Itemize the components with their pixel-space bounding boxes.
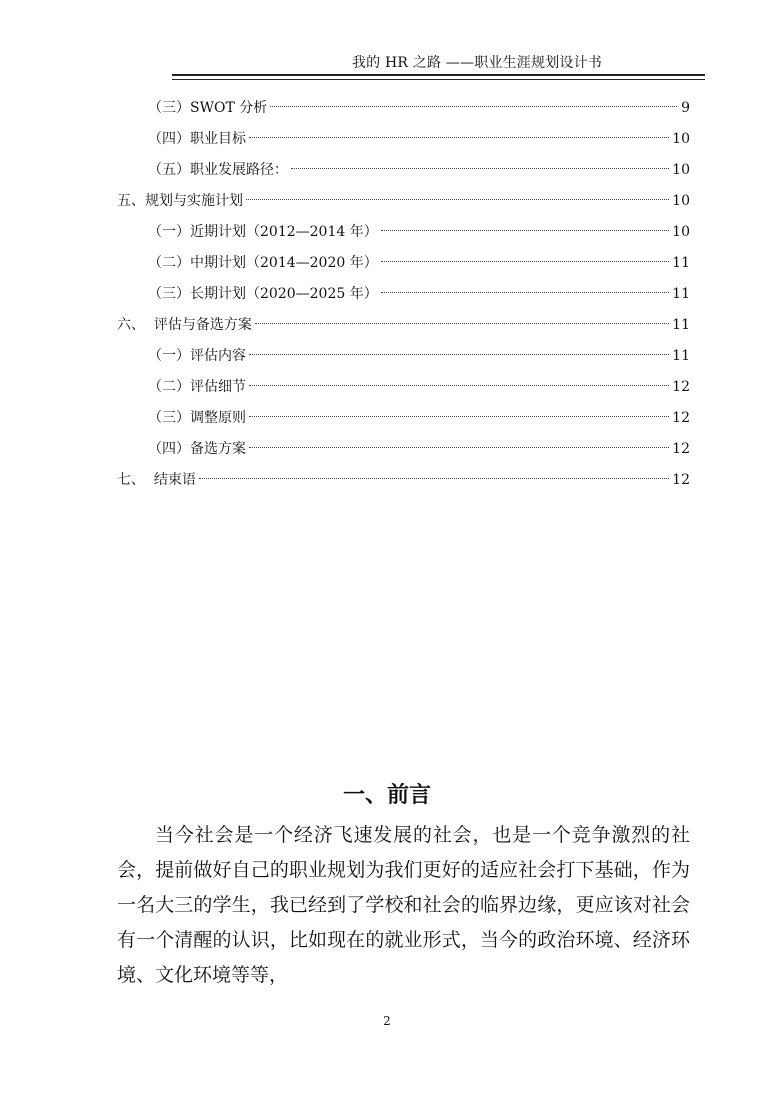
toc-leader-dots <box>249 354 669 355</box>
toc-entry-text: （一）近期计划（2012—2014 年） <box>148 224 378 240</box>
toc-entry[interactable] <box>148 98 690 118</box>
toc-entry-text: （二）评估细节 <box>148 379 246 395</box>
toc-entry[interactable] <box>117 470 690 490</box>
toc-leader-dots <box>249 137 669 138</box>
toc-entry-text: 六、 评估与备选方案 <box>117 317 252 333</box>
toc-entry-page: 12 <box>672 472 690 488</box>
toc-entry[interactable] <box>117 191 690 211</box>
toc-entry-page: 10 <box>672 131 690 147</box>
toc-leader-dots <box>249 385 669 386</box>
toc-entry-page: 11 <box>672 255 690 271</box>
toc-entry-text: （三）长期计划（2020—2025 年） <box>148 286 378 302</box>
header-rule-thin <box>172 79 705 80</box>
toc-entry-page: 10 <box>672 162 690 178</box>
body-paragraph: 当今社会是一个经济飞速发展的社会，也是一个竞争激烈的社会，提前做好自己的职业规划为我们更好的适应社会打下基础，作为一名大三的学生，我已经到了学校和社会的临界边缘，更应该对社会有一个清醒的认识，比如现在的就业形式，当今的政治环境、经济环境、文化环境等等， <box>117 824 690 986</box>
toc-leader-dots <box>291 168 669 169</box>
toc-leader-dots <box>381 230 669 231</box>
section-heading: 一、前言 <box>342 783 431 808</box>
toc-entry[interactable] <box>117 315 690 335</box>
toc-entry-page: 10 <box>672 224 690 240</box>
toc-entry-page: 12 <box>672 379 690 395</box>
toc-leader-dots <box>381 261 669 262</box>
toc-leader-dots <box>249 447 669 448</box>
toc-entry[interactable] <box>148 160 690 180</box>
toc-entry-page: 9 <box>681 100 690 116</box>
toc-entry-text: （四）职业目标 <box>148 131 246 147</box>
toc-entry-text: （一）评估内容 <box>148 348 246 364</box>
page-number: 2 <box>383 1014 391 1028</box>
toc-leader-dots <box>381 292 669 293</box>
toc-entry-text: （二）中期计划（2014—2020 年） <box>148 255 378 271</box>
toc-entry[interactable] <box>148 346 690 366</box>
toc-leader-dots <box>270 106 677 107</box>
toc-entry-text: 五、规划与实施计划 <box>117 193 243 209</box>
toc-entry[interactable] <box>148 284 690 304</box>
page-header <box>172 46 705 86</box>
toc-entry-text: （三）调整原则 <box>148 410 246 426</box>
toc-entry[interactable] <box>148 129 690 149</box>
toc-entry-page: 11 <box>672 317 690 333</box>
body-text <box>117 818 690 993</box>
header-title: 我的 HR 之路 ——职业生涯规划设计书 <box>351 55 602 71</box>
toc-entry-page: 12 <box>672 441 690 457</box>
toc-leader-dots <box>246 199 669 200</box>
toc-entry-page: 11 <box>672 348 690 364</box>
toc-entry-text: 七、 结束语 <box>117 472 196 488</box>
toc-entry[interactable] <box>148 439 690 459</box>
toc-entry-text: （三）SWOT 分析 <box>148 100 268 116</box>
toc-leader-dots <box>199 478 669 479</box>
toc-entry[interactable] <box>148 377 690 397</box>
toc-entry-page: 11 <box>672 286 690 302</box>
toc-leader-dots <box>255 323 669 324</box>
toc-entry-text: （四）备选方案 <box>148 441 246 457</box>
toc-entry[interactable] <box>148 408 690 428</box>
toc-entry-text: （五）职业发展路径： <box>148 162 288 178</box>
toc-entry[interactable] <box>148 253 690 273</box>
toc-entry-page: 10 <box>672 193 690 209</box>
toc-entry[interactable] <box>148 222 690 242</box>
toc-entry-page: 12 <box>672 410 690 426</box>
header-rule <box>172 74 705 76</box>
toc-leader-dots <box>249 416 669 417</box>
